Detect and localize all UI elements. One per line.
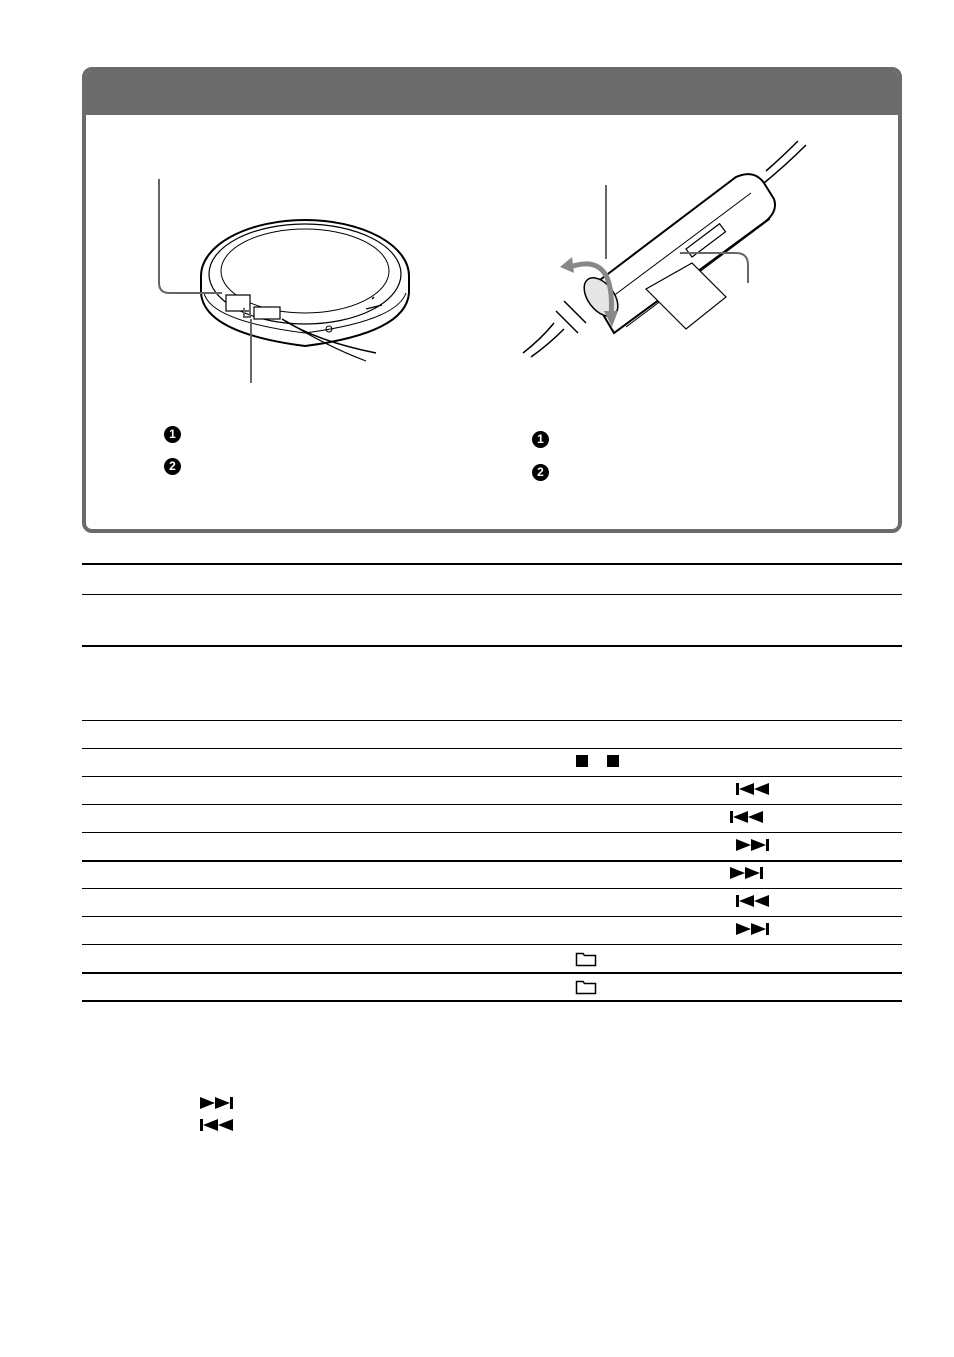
stop-square-icon (606, 754, 620, 768)
folder-icon (575, 978, 597, 995)
table-bottom-rule (82, 1000, 902, 1002)
table-row-rule (82, 748, 902, 749)
previous-track-icon (736, 782, 772, 796)
next-track-icon (736, 922, 772, 936)
previous-track-icon (200, 1118, 236, 1132)
table-row-rule (82, 804, 902, 805)
table-row-rule (82, 720, 902, 721)
next-track-icon (736, 838, 772, 852)
cd-player-illustration (201, 220, 409, 361)
player-callout-1: 1 (164, 426, 181, 443)
table-row-rule (82, 972, 902, 974)
remote-control-illustration (523, 141, 806, 357)
table-row-rule (82, 888, 902, 889)
folder-icon (575, 950, 597, 967)
table-header-rule (82, 594, 902, 595)
remote-callout-2: 2 (532, 464, 549, 481)
stop-square-icon (575, 754, 589, 768)
table-row-rule (82, 944, 902, 945)
previous-track-icon (736, 894, 772, 908)
table-row-rule (82, 916, 902, 917)
next-track-icon (200, 1096, 236, 1110)
table-top-rule (82, 563, 902, 565)
table-row-rule (82, 645, 902, 647)
table-row-rule (82, 776, 902, 777)
next-track-icon (730, 866, 766, 880)
illustration-panel (82, 67, 902, 533)
previous-track-icon (730, 810, 766, 824)
table-row-rule (82, 832, 902, 833)
player-callout-2: 2 (164, 458, 181, 475)
table-row-rule (82, 860, 902, 862)
remote-callout-1: 1 (532, 431, 549, 448)
device-illustrations (86, 71, 898, 529)
